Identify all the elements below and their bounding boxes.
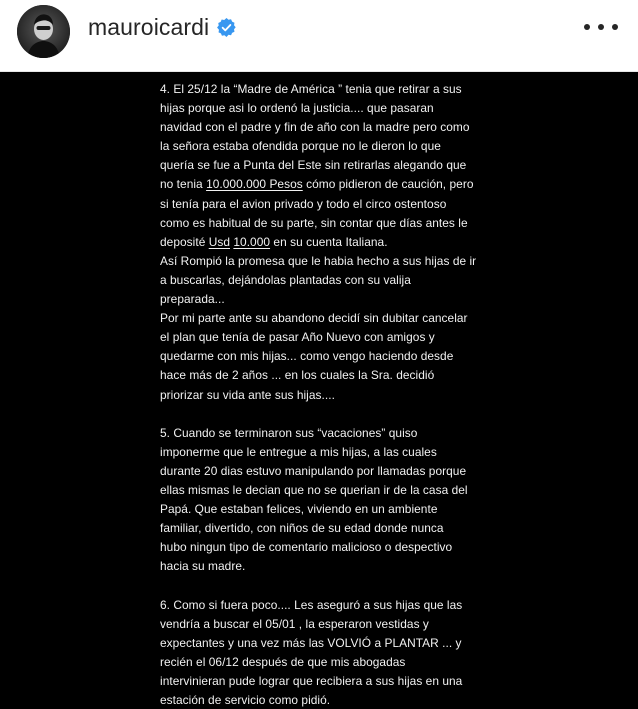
post-header xyxy=(0,0,638,72)
text-line xyxy=(160,137,482,156)
text-line xyxy=(160,214,482,233)
text-line xyxy=(160,691,482,709)
text-line xyxy=(160,672,482,691)
text-segment: Así Rompió la promesa que le habia hecho a sus hijas de ir xyxy=(160,253,477,268)
text-segment: como es habitual de su parte, sin contar que días antes le xyxy=(160,215,468,230)
text-line xyxy=(160,481,482,500)
text-segment: Por mi parte ante su abandono decidí sin dubitar cancelar xyxy=(160,311,468,326)
text-segment: 4. El 25/12 la “Madre de América ” tenia que retirar a sus xyxy=(160,82,462,96)
text-line xyxy=(160,118,482,137)
text-line xyxy=(160,271,482,290)
text-line xyxy=(160,386,482,405)
text-segment: ellas mismas le decian que no se querian ir de la casa del xyxy=(160,482,468,497)
text-line xyxy=(160,615,482,634)
text-segment: en su cuenta Italiana. xyxy=(270,234,388,249)
text-segment: estación de servicio como pidió. xyxy=(160,693,331,707)
text-segment: a buscarlas, dejándolas plantadas con su valija xyxy=(160,272,411,287)
text-line xyxy=(160,252,482,271)
avatar[interactable] xyxy=(17,5,70,58)
text-segment: durante 20 dias estuvo manipulando por llamadas porque xyxy=(160,463,467,478)
text-segment: hubo ningun tipo de comentario malicioso o despectivo xyxy=(160,540,453,555)
underlined-text: Usd xyxy=(208,234,231,249)
text-segment: hace más de 2 años ... en los cuales la Sra. decidió xyxy=(160,368,435,383)
dot-icon xyxy=(612,24,618,30)
text-line xyxy=(160,500,482,519)
text-segment: hijas porque asi lo ordenó la justicia.... que pasaran xyxy=(160,101,434,116)
text-segment: hacia su madre. xyxy=(160,559,246,574)
text-line xyxy=(160,443,482,462)
text-segment: intervinieran pude lograr que recibiera a sus hijas en una xyxy=(160,673,463,688)
text-segment: vendría a buscar el 05/01 , la esperaron vestidas y xyxy=(160,616,429,631)
text-line xyxy=(160,99,482,118)
more-options-icon[interactable] xyxy=(584,18,618,36)
text-line xyxy=(160,290,482,309)
text-segment: recién el 06/12 después de que mis abogadas xyxy=(160,654,406,669)
text-segment: si tenía para el avion privado y todo el circo ostentoso xyxy=(160,196,447,211)
underlined-text: 10.000 xyxy=(233,234,271,249)
text-line xyxy=(160,156,482,175)
text-segment: imponerme que le entregue a mis hijas, a las cuales xyxy=(160,444,437,459)
text-segment: familiar, divertido, con niños de su edad donde nunca xyxy=(160,521,444,536)
text-segment: no tenia xyxy=(160,177,207,192)
text-segment: expectantes y una vez más las VOLVIÓ a PLANTAR ... y xyxy=(160,635,462,650)
text-segment: deposité xyxy=(160,234,209,249)
text-segment: quedarme con mis hijas... como vengo haciendo desde xyxy=(160,349,454,364)
text-segment: 6. Como si fuera poco.... Les aseguró a sus hijas que las xyxy=(160,597,463,612)
text-segment: preparada... xyxy=(160,292,225,307)
text-line xyxy=(160,366,482,385)
text-segment: priorizar su vida ante sus hijas.... xyxy=(160,387,335,402)
dot-icon xyxy=(598,24,604,30)
underlined-text: 10.000.000 Pesos xyxy=(206,177,303,192)
text-segment: 5. Cuando se terminaron sus “vacaciones” quiso xyxy=(160,425,418,440)
text-line xyxy=(160,233,482,252)
text-line xyxy=(160,347,482,366)
text-line xyxy=(160,519,482,538)
text-line xyxy=(160,557,482,576)
text-line xyxy=(160,596,482,615)
verified-badge-icon xyxy=(216,17,237,38)
profile-photo-icon xyxy=(17,5,70,58)
text-line xyxy=(160,653,482,672)
text-segment: el plan que tenía de pasar Año Nuevo con amigos y xyxy=(160,330,435,345)
text-line xyxy=(160,424,482,443)
text-segment: navidad con el padre y fin de año con la madre pero como xyxy=(160,120,470,135)
text-line xyxy=(160,309,482,328)
username[interactable]: mauroicardi xyxy=(88,13,210,40)
text-line xyxy=(160,634,482,653)
text-line xyxy=(160,538,482,557)
paragraph-gap xyxy=(160,576,482,595)
text-segment: Papá. Que estaban felices, viviendo en un ambiente xyxy=(160,502,438,517)
text-line xyxy=(160,80,482,99)
statement-text xyxy=(160,80,482,709)
text-segment: cómo pidieron de caución, pero xyxy=(302,177,474,192)
username-row xyxy=(88,12,237,42)
post-image[interactable] xyxy=(0,72,638,709)
text-line xyxy=(160,175,482,194)
paragraph-gap xyxy=(160,405,482,424)
text-line xyxy=(160,328,482,347)
text-line xyxy=(160,195,482,214)
text-segment: la señora estaba ofendida porque no le dieron lo que xyxy=(160,139,441,154)
text-line xyxy=(160,462,482,481)
dot-icon xyxy=(584,24,590,30)
text-segment: quería se fue a Punta del Este sin retirarlas alegando que xyxy=(160,158,467,173)
